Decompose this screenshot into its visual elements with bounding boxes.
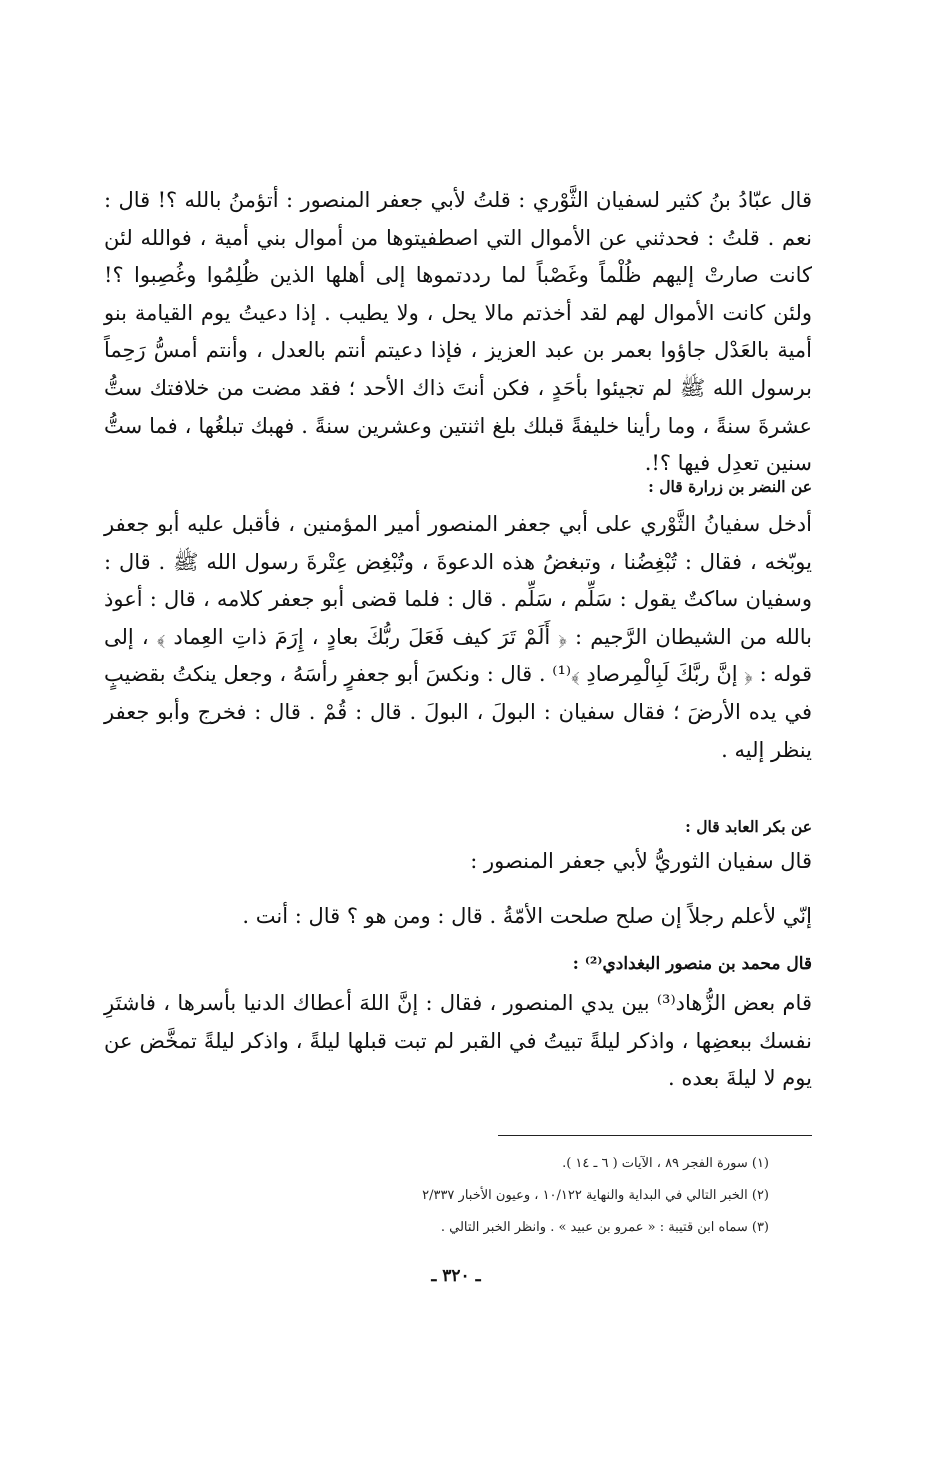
footnote-2: (٢) الخبر التالي في البداية والنهاية ١٠/١٢٢ ، وعيون الأخبار ٢/٣٣٧ bbox=[422, 1188, 769, 1203]
paragraph-sufyan-mansur: أدخل سفيانُ الثَّوْري على أبي جعفر المنصور أمير المؤمنين ، فأقبل عليه أبو جعفر يوبّخه ، فقال : تُبْغِضُنا ، وتبغضُ هذه الدعوةَ ، وتُبْغِض عِتْرةَ رسول الله ﷺ . قال : وسفيان ساكتٌ يقول : سَلِّم ، سَلِّم . قال : فلما قضى أبو جعفر كلامه ، قال : أعوذ بالله من الشيطان الرَّجيم : ﴿ أَلَمْ تَرَ كيف فَعَلَ ربُّكَ بعادٍ ، إِرَمَ ذاتِ العِماد ﴾ ، إلى قوله : ﴿ إنَّ ربَّكَ لَبِالْمِرصادِ ﴾⁽¹⁾ . قال : ونكسَ أبو جعفرٍ رأسَهُ ، وجعل ينكتُ بقضيبٍ في يده الأرضَ ؛ فقال سفيان : البولَ ، البولَ . قال : قُمْ . قال : فخرج وأبو جعفر ينظر إليه . bbox=[104, 512, 812, 762]
footnote-1: (١) سورة الفجر ٨٩ ، الآيات ( ٦ ـ ١٤ ). bbox=[562, 1156, 769, 1171]
paragraph-abbad: قال عبّادُ بنُ كثير لسفيان الثَّوْري : قلتُ لأبي جعفر المنصور : أتؤمنُ بالله ؟! قال : نعم . قلتُ : فحدثني عن الأموال التي اصطفيتوها من أموال بني أمية ، فوالله لئن كانت صارتْ إليهم ظُلْماً وغَصْباً لما رددتموها إلى أهلها الذين ظُلِمُوا وغُصِبوا ؟! ولئن كانت الأموال لهم لقد أخذتم مالا يحل ، ولا يطيب . إذا دعيتُ يوم القيامة بنو أمية بالعَدْل جاؤوا بعمر بن عبد العزيز ، فإذا دعيتم أنتم بالعدل ، وأنتم أمسُّ رَحِماً برسول الله ﷺ لم تجيئوا بأحَدٍ ، فكن أنتَ ذاك الأحد ؛ فقد مضت من خلافتك ستُّ عشرةَ سنةً ، وما رأينا خليفةً قبلك بلغ اثنتين وعشرين سنةً . فهبك تبلغُها ، فما ستُّ سنين تعدِل فيها ؟!. bbox=[104, 188, 812, 476]
paragraph-zuhhad: قام بعض الزُّهاد⁽³⁾ بين يدي المنصور ، فقال : إنَّ اللهَ أعطاك الدنيا بأسرها ، فاشتَرِ نفسك ببعضِها ، واذكر ليلةً تبيتُ في القبر لم تبت قبلها ليلةً ، واذكر ليلةً تمخَّض عن يوم لا ليلةَ بعده . bbox=[104, 991, 812, 1091]
footnote-3: (٣) سماه ابن قتيبة : « عمرو بن عبيد » . وانظر الخبر التالي . bbox=[440, 1220, 769, 1235]
page-number: ـ ٣٢٠ ـ bbox=[431, 1266, 481, 1286]
heading-bakr: عن بكر العابد قال : bbox=[685, 817, 812, 836]
line-i-know-a-man: إنّي لأعلم رجلاً إن صلح صلحت الأمّةُ . قال : ومن هو ؟ قال : أنت . bbox=[242, 904, 812, 928]
heading-nadr: عن النضر بن زرارة قال : bbox=[648, 477, 812, 496]
line-sufyan-said: قال سفيان الثوريُّ لأبي جعفر المنصور : bbox=[470, 849, 812, 873]
footnote-separator bbox=[498, 1135, 812, 1136]
heading-muhammad-mansur: قال محمد بن منصور البغدادي⁽²⁾ : bbox=[572, 954, 812, 974]
